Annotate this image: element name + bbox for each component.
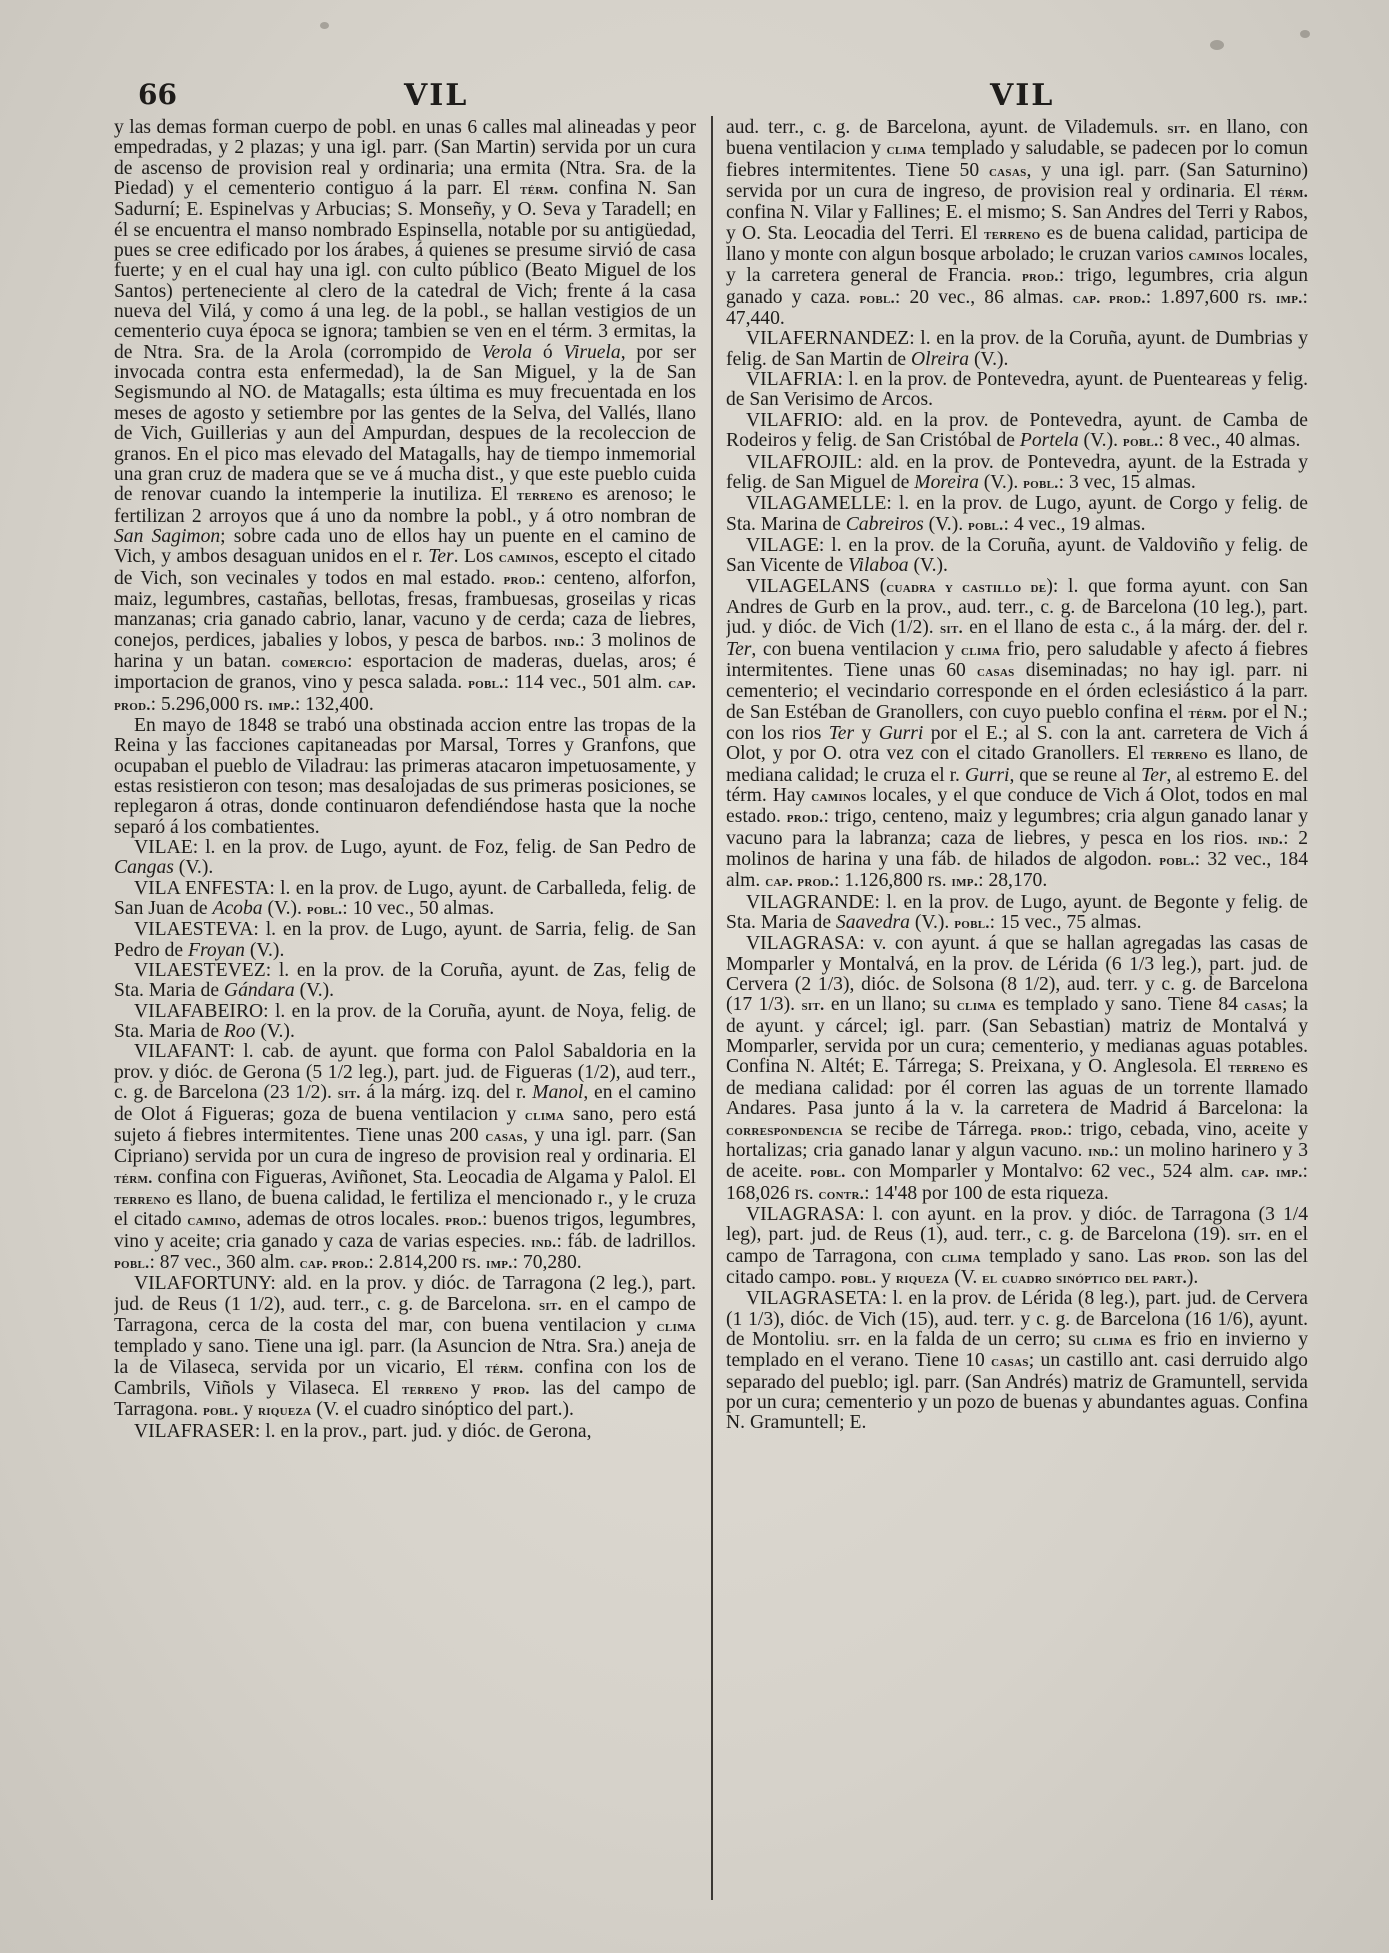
entry-text: : 3 vec, 15 almas. [1058,471,1196,493]
place-name: Acoba [212,898,263,920]
entry-headword: VILAFRIA [746,369,838,391]
entry-text: frio, pero saludable y afecto á fiebres intermitentes. Tiene unas 60 [726,638,1308,681]
entry-text: : trigo, cebada, vino, aceite y hortalizas; cria ganado lanar y algun vacuno. [726,1118,1308,1161]
abbreviation: ind. [1088,1142,1114,1160]
entry-text: , al estremo E. del térm. Hay [726,764,1308,806]
entry-text: : l. en la prov. de Lugo, ayunt. de Corgo y felig. de Sta. Marina de [726,493,1308,535]
entry-headword: VILAGE [746,534,819,556]
abbreviation: imp. [951,873,979,891]
abbreviation: prod. [1022,268,1059,286]
running-head-left: VIL [404,78,469,113]
entry-text: , escepto el citado de Vich, son vecinales y todos en mal estado. [114,546,696,589]
entry-text: á la márg. izq. del r. [360,1082,533,1104]
place-name: Ter [428,546,454,568]
entry-text: ): l. que forma ayunt. con San Andres de Gurb en la prov., aud. terr., c. g. de Barcelona (10 leg.), part. jud. y dióc. de Vich (1/2). [726,575,1308,639]
entry-text: templado y saludable, se padecen por lo comun fiebres intermitentes. Tiene 50 [726,138,1308,181]
entry-text: es llano, de buena calidad, le fertiliza el mencionado r., y le cruza el citado [114,1187,696,1231]
entry-headword: VILAGRASA [746,933,860,955]
entry-text: : 1.126,800 rs. [833,870,952,892]
entry-text: confina N. San Sadurní; E. Espinelvas y Arbucias; S. Monseñy, y O. Seva y Taradell; en él se encuentra el manso nombrado Espinsella, notable por su antigüedad, pues se cree edificado por los árabes, á quienes se presume sirvió de casa fuerte; y en el cual hay una igl. con culto público (Beato Miguel de los Santos) perteneciente al clero de la catedral de Vich; frente á la casa nueva del Vilá, y como á una leg. de la pobl., se hallan vestigios de un cementerio cuya época se ignora; tambien se ven en el térm. 3 ermitas, la de Ntra. Sra. de la Arola (corrompido de [114,178,696,363]
abbreviation: clima [956,997,997,1015]
entry-text: : ald. en la prov. de Pontevedra, ayunt. de la Estrada y felig. de San Miguel de [726,451,1308,493]
abbreviation: casas [485,1127,523,1145]
entry-paragraph [114,118,696,716]
dictionary-entry [726,893,1308,935]
place-name: Vilaboa [847,555,909,577]
entry-text: (V.). [969,348,1009,370]
entry-text: : l. en la prov., part. jud. y dióc. de Gerona, [254,1420,592,1442]
entry-text: : l. en la prov. de Lugo, ayunt. de Sarria, felig. de San Pedro de [114,919,696,961]
abbreviation: térm. [484,1359,524,1377]
entry-text: (V.). [294,980,335,1002]
abbreviation: cap. prod. [765,873,834,891]
abbreviation: clima [1093,1331,1133,1349]
entry-text: en la falda de un cerro; su [860,1328,1094,1350]
place-name: Gurri [878,722,924,744]
entry-text: (V.). [255,1021,295,1043]
entry-text: : 132,400. [294,693,374,715]
entry-text: en el campo de Tarragona, con [726,1224,1308,1267]
entry-text: : centeno, alforfon, maiz, legumbres, castañas, bellotas, fresas, frambuesas, groseilas y ricas manzanas; cria ganado cabrio, lanar, vacuno y de cerda; caza de liebres, conejos, perdices, jabalies y lobos, y pesca de barbos. [114,567,696,651]
entry-text: confina con Figueras, Aviñonet, Sta. Leocadia de Algama y Palol. El [152,1166,696,1188]
abbreviation: caminos [1188,247,1244,265]
entry-text: (V. [949,1266,983,1288]
abbreviation: terreno [1151,746,1208,764]
entry-text: y las demas forman cuerpo de pobl. en unas 6 calles mal alineadas y peor empedradas, y 2 plazas; y una igl. parr. (San Martin) servida por un cura de ascenso de provision real y ordinaria; una ermita (Ntra. Sra. de la Piedad) y el cementerio contiguo á la parr. El [114,118,696,200]
abbreviation: clima [961,641,1001,659]
running-head-right: VIL [990,78,1055,113]
abbreviation: casas [988,162,1027,180]
dictionary-entry [114,1274,696,1421]
entry-text: ; un castillo ant. casi derruido algo separado del pueblo; igl. parr. (San Andrés) matriz de Gramuntell, servida por un cura; cementerio y un pozo de buenas y abundantes aguas. Confina N. Gramuntell; E. [726,1350,1308,1434]
entry-headword: VILAESTEVA [134,919,254,941]
abbreviation: casas [991,1353,1029,1371]
place-name: Manol [532,1082,584,1104]
dictionary-entry [114,838,696,879]
entry-text: confina N. Vilar y Fallines; E. el mismo; S. San Andres del Terri y Rabos, y O. Sta. Leocadia del Terri. El [726,202,1308,244]
entry-text: : v. con ayunt. á que se hallan agregadas las casas de Momparler y Montalvá, en la prov. de Lérida (6 1/3 leg.), part. jud. de Cervera (2 1/3), dióc. de Solsona (8 1/2), aud. terr. y c. g. de Barcelona (17 1/3). [726,933,1308,1016]
abbreviation: terreno [516,487,574,505]
entry-headword: VILAFORTUNY [134,1273,271,1295]
entry-text: : 70,280. [512,1251,582,1273]
entry-text: (V.). [978,471,1024,493]
entry-text: : l. cab. de ayunt. que forma con Palol Sabaldoria en la prov. y dióc. de Gerona (5 1/2 leg.), part. jud. de Figueras (1/2), aud terr., c. g. de Barcelona (23 1/2). [114,1041,696,1104]
entry-text: : trigo, legumbres, cria algun ganado y caza. [726,265,1308,308]
abbreviation: comercio [281,653,347,671]
place-name: Cabreiros [845,513,924,535]
abbreviation: terreno [1228,1059,1285,1077]
entry-headword: VILAFRIO [746,409,838,431]
entry-text: En mayo de 1848 se trabó una obstinada accion entre las tropas de la Reina y las facciones capitaneadas por Marsal, Torres y Granfons, que ocupaban el pueblo de Viladrau: las primeras atacaron impetuosamente, y estas resistieron con teson; mas desalojadas de sus primeras posiciones, se replegaron á otras, donde continuaron defendiéndose hasta que la noche separó á los combatientes. [114,714,696,838]
abbreviation: cap. imp. [1241,1164,1303,1182]
entry-text: (V.). [909,912,955,934]
entry-headword: VILAGELANS [746,575,871,597]
entry-text: las del campo de Tarragona. [114,1377,696,1421]
entry-text: : ald. en la prov. y dióc. de Tarragona (2 leg.), part. jud. de Reus (1 1/2), aud. terr., c. g. de Barcelona. [114,1273,696,1315]
entry-text: : 1.897,600 rs. [1145,286,1276,308]
abbreviation: clima [656,1317,696,1335]
entry-text: ( [870,575,887,597]
entry-text: (V.). [923,513,969,535]
entry-text: : fáb. de ladrillos. [556,1230,696,1252]
dictionary-entry [726,494,1308,536]
entry-text: : 2.814,200 rs. [368,1251,486,1273]
entry-text: : 20 vec., 86 almas. [894,286,1073,308]
place-name: Verola [481,341,533,363]
abbreviation: casas [976,662,1015,680]
entry-text: : 15 vec., 75 almas. [989,912,1142,934]
entry-headword: VILAFRASER [134,1420,255,1442]
abbreviation: clima [941,1248,981,1266]
entry-text: ó [532,341,564,363]
entry-text: por el N.; con los rios [726,701,1308,744]
entry-text: : 5.296,000 rs. [150,693,269,715]
abbreviation: prod. [493,1380,530,1398]
entry-headword: VILAESTEVEZ [134,960,266,982]
abbreviation: pobl. [859,289,895,307]
entry-text: , con buena ventilacion y [751,638,962,660]
entry-text: : 3 molinos de harina y un batan. [114,629,696,672]
entry-text: diseminadas; no hay igl. parr. ni cementerio; el vecindario corresponde en el órden eclesiástico á la parr. de San Estéban de Granollers, con cuyo pueblo confina el [726,659,1308,723]
entry-text: en un llano; su [824,994,957,1016]
entry-text: es de buena calidad, participa de llano y monte con algun bosque arbolado; le cruzan varios [726,222,1308,266]
entry-headword: VILAFABEIRO [134,1000,264,1022]
abbreviation: clima [886,141,926,159]
entry-text: (V.). [908,555,948,577]
entry-text: , por ser invocada contra esta enfermedad), la de San Miguel, y la de San Segismundo al NO. de Matagalls; esta última es muy frecuentada en los meses de agosto y setiembre por las gentes de la Selva, del Vallés, llano de Vich, Guillerias y aun del Ampurdan, despues de la recoleccion de granos. En el pico mas elevado del Matagalls, hay de tiempo inmemorial una gran cruz de madera que se ve á mucha dist., y que este pueblo cuida de renovar cuando la intemperie la inutiliza. El [114,341,696,506]
abbreviation: correspondencia [726,1121,843,1139]
entry-text: y [458,1377,494,1399]
entry-text: ; sobre cada uno de ellos hay un puente en el camino de Vich, y ambos desaguan unidos en el r. [114,525,696,568]
entry-text: en llano, con buena ventilacion y [726,118,1308,160]
entry-text: : 32 vec., 184 alm. [726,849,1308,892]
entry-text: (V. el cuadro sinóptico del part.). [311,1399,574,1421]
abbreviation: pobl. [468,675,504,693]
abbreviation: pobl. [1122,433,1159,451]
place-name: Gándara [223,980,295,1002]
entry-text: . Los [453,546,499,568]
place-name: Olreira [911,348,970,370]
entry-text: : buenos trigos, legumbres, vino y aceite; cria ganado y caza de varias especies. [114,1209,696,1252]
right-column [726,118,1308,1924]
entry-text: con Momparler y Montalvo: 62 vec., 524 alm. [845,1161,1242,1183]
abbreviation: prod. [1173,1248,1211,1266]
column-divider [711,116,713,1900]
abbreviation: clima [524,1106,565,1124]
entry-text: : l. en la prov. de la Coruña, ayunt. de Dumbrias y felig. de San Martin de [726,328,1308,370]
abbreviation: cap. prod. [114,675,696,714]
place-name: Saavedra [835,912,910,934]
entry-text: : l. en la prov. de Lugo, ayunt. de Carballeda, felig. de San Juan de [114,877,696,920]
entry-headword: VILAFANT [134,1041,230,1063]
abbreviation: caminos [498,549,555,567]
entry-text: son las del citado campo. [726,1245,1308,1288]
entry-text: , y una igl. parr. (San Cipriano) servida por un cura de ingreso de provision real y ordinaria. El [114,1124,696,1168]
abbreviation: prod. [786,809,824,827]
abbreviation: terreno [983,225,1041,243]
place-name: San Sagimon [114,525,221,547]
abbreviation: pobl. [954,915,990,933]
place-name: Cangas [114,857,174,879]
abbreviation: sit. [1167,120,1191,137]
entry-text: : 4 vec., 19 almas. [1003,513,1146,535]
entry-paragraph [114,716,696,838]
entry-text: : un molino harinero y 3 de aceite. [726,1139,1308,1183]
entry-headword: VILAGRASETA [746,1288,882,1310]
dictionary-entry [726,329,1308,370]
abbreviation: cap. prod. [299,1254,369,1272]
entry-text: en el llano de esta c., á la márg. der. del r. [962,617,1308,639]
entry-text: , en el camino de Olot á Figueras; goza de buena ventilacion y [114,1082,696,1125]
abbreviation: pobl. [306,901,343,919]
abbreviation: prod. [1030,1121,1067,1139]
abbreviation: imp. [1275,289,1303,307]
entry-text: aud. terr., c. g. de Barcelona, ayunt. de Vilademuls. [726,118,1168,138]
abbreviation: pobl. [968,516,1004,534]
abbreviation: sit. [939,620,963,638]
place-name: Roo [223,1021,256,1043]
entry-text: : 2 molinos de harina y una fáb. de hilados de algodon. [726,827,1308,871]
abbreviation: camino [187,1212,237,1230]
abbreviation: sit. [801,997,825,1015]
entry-text: locales, y el que conduce de Vich á Olot, todos en mal estado. [726,785,1308,828]
dictionary-entry [114,961,696,1002]
place-name: Ter [726,638,752,660]
entry-text: : l. en la prov. de Lugo, ayunt. de Foz, felig. de San Pedro de [192,837,696,859]
abbreviation: cap. prod. [1072,289,1146,307]
entry-text: : 114 vec., 501 alm. [503,672,669,694]
place-name: Ter [828,722,855,744]
place-name: Viruela [563,341,621,363]
entry-text: : l. en la prov. de Lérida (8 leg.), part. jud. de Cervera (1 1/3), dióc. de Vich (15), aud. terr. y c. g. de Barcelona (16 1/6), ayunt. de Montoliu. [726,1288,1308,1350]
page-number: 66 [138,78,177,111]
dictionary-entry [114,1002,696,1043]
entry-text: por el E.; al S. con la ant. carretera de Vich á Olot, y por O. otra vez con el citado Granollers. El [726,722,1308,765]
dictionary-entry [726,1289,1308,1433]
abbreviation: térm. [114,1169,153,1187]
entry-headword: VILAGRASA [746,1203,860,1225]
entry-text: : 168,026 rs. [726,1161,1308,1204]
abbreviation: imp. [268,696,295,714]
entry-text: templado y sano. Tiene una igl. parr. (la Asuncion de Ntra. Sra.) aneja de la de Vilaseca, servida por un vicario, El [114,1336,696,1378]
entry-text: (V.). [173,857,214,879]
dictionary-entry [114,1422,696,1442]
entry-text: templado y sano. Las [980,1245,1174,1267]
abbreviation: pobl. [1159,852,1195,870]
entry-text: confina con los de Cambrils, Viñols y Vilaseca. El [114,1356,696,1399]
entry-text: : esportacion de maderas, duelas, aros; é importacion de granos, vino y pesca salada. [114,650,696,694]
entry-headword: VILAFERNANDEZ [746,328,910,350]
abbreviation: terreno [401,1380,459,1398]
place-name: Portela [1019,430,1079,452]
entry-text: : l. en la prov. de la Coruña, ayunt. de Noya, felig. de Sta. Maria de [114,1000,696,1043]
entry-text: es arenoso; le fertilizan 2 arroyos que á uno da nombre la pobl., y á otro nombran de [114,484,696,527]
entry-text: sano, pero está sujeto á fiebres intermitentes. Tiene unas 200 [114,1103,696,1146]
entry-text: ). [1186,1266,1199,1288]
entry-text: : 10 vec., 50 almas. [342,898,495,920]
place-name: Gurri [964,764,1010,786]
entry-headword: VILAE [134,837,193,859]
abbreviation: pobl. [202,1402,239,1420]
entry-headword: VILAFROJIL [746,451,858,473]
entry-text: , que se reune al [1009,764,1142,786]
abbreviation: el cuadro sinóptico del part. [982,1269,1187,1287]
abbreviation: casas [1244,997,1282,1015]
abbreviation: riqueza [895,1269,950,1287]
abbreviation: sit. [337,1085,361,1103]
entry-text: : 8 vec., 40 almas. [1158,430,1301,452]
entry-headword: VILA ENFESTA [134,877,270,899]
dictionary-entry [114,920,696,961]
place-name: Froyan [188,939,245,961]
dictionary-entry [114,879,696,921]
abbreviation: sit. [1238,1227,1262,1245]
abbreviation: prod. [503,570,541,588]
abbreviation: prod. [445,1212,482,1230]
abbreviation: térm. [1188,704,1228,722]
abbreviation: pobl. [810,1164,846,1182]
abbreviation: térm. [1269,184,1308,202]
abbreviation: riqueza [257,1402,312,1420]
entry-text: : 14'48 por 100 de esta riqueza. [864,1182,1109,1204]
entry-text: : l. en la prov. de Pontevedra, ayunt. de Puenteareas y felig. de San Verisimo de Arcos. [726,369,1308,411]
place-name: Moreira [914,471,979,493]
entry-text: ; la de ayunt. y cárcel; igl. parr. (San Sebastian) matriz de Montalvá y Momparler, servida por un cura; cementerio, y medianas aguas potables. Confina N. Altét; E. Tárrega; S. Preixana, y O. Anglesola. El [726,994,1308,1078]
entry-text: : l. en la prov. de Lugo, ayunt. de Begonte y felig. de Sta. Maria de [726,891,1308,934]
entry-text: se recibe de Tárrega. [842,1118,1031,1140]
entry-text: : trigo, centeno, maiz y legumbres; cria algun ganado lanar y vacuno para la labranza; caza de liebres, y pesca en los rios. [726,806,1308,849]
abbreviation: imp. [485,1254,513,1272]
entry-text: : 87 vec., 360 alm. [149,1251,300,1273]
entry-text: y [238,1399,258,1421]
abbreviation: ind. [554,632,580,650]
abbreviation: terreno [114,1190,171,1208]
dictionary-entry [726,577,1308,893]
entry-text: en el campo de Tarragona, cerca de la costa del mar, con buena ventilacion y [114,1293,696,1336]
dictionary-entry [726,453,1308,495]
abbreviation: sit. [837,1331,861,1349]
abbreviation: pobl. [114,1254,150,1272]
entry-text: (V.). [244,939,285,961]
abbreviation: caminos [811,788,867,805]
entry-text: , y una igl. parr. (San Saturnino) servida por un cura de ingreso, de provision real y ordinaria. El [726,159,1308,203]
abbreviation: pobl. [1023,474,1059,492]
abbreviation: contr. [818,1185,865,1203]
entry-headword: VILAGAMELLE [746,493,887,515]
dictionary-entry [726,536,1308,577]
ink-smudge [1210,40,1224,50]
entry-text: es llano, de mediana calidad; le cruza el r. [726,743,1308,786]
abbreviation: sit. [539,1296,562,1314]
abbreviation: ind. [1257,830,1284,848]
entry-text: : l. con ayunt. en la prov. y dióc. de Tarragona (3 1/4 leg), part. jud. de Reus (1), aud. terr., c. g. de Barcelona (19). [726,1203,1308,1246]
abbreviation: térm. [519,181,559,199]
dictionary-entry [114,1042,696,1274]
entry-text: y [854,722,879,744]
entry-text: (V.). [1078,430,1123,452]
entry-text: : l. en la prov. de la Coruña, ayunt. de Zas, felig de Sta. Maria de [114,960,696,1002]
entry-text: : l. en la prov. de la Coruña, ayunt. de Valdoviño y felig. de San Vicente de [726,534,1308,577]
abbreviation: pobl. [840,1269,877,1287]
entry-text: : 28,170. [978,870,1048,892]
dictionary-entry [726,411,1308,453]
dictionary-entry [726,370,1308,411]
entry-text: es templado y sano. Tiene 84 [996,994,1245,1016]
entry-text: locales, y la carretera general de Francia. [726,244,1308,287]
left-column [114,118,696,1924]
ink-smudge [320,22,329,29]
dictionary-entry [726,1205,1308,1289]
abbreviation: cuadra y castillo de [886,578,1047,596]
abbreviation: ind. [531,1233,557,1251]
page-header [112,78,1340,114]
entry-headword: VILAGRANDE [746,891,875,913]
ink-smudge [1300,30,1310,38]
dictionary-entry [726,934,1308,1204]
entry-text: , ademas de otros locales. [236,1209,446,1231]
entry-text: es de mediana calidad: por él corren las aguas de un torrente llamado Andares. Pasa junto á la v. la carretera de Madrid á Barcelona: la [726,1056,1308,1120]
entry-text: : ald. en la prov. de Pontevedra, ayunt. de Camba de Rodeiros y felig. de San Cristóbal de [726,409,1308,452]
place-name: Ter [1141,764,1167,786]
entry-text: es frio en invierno y templado en el verano. Tiene 10 [726,1328,1308,1372]
entry-text: (V.). [262,898,307,920]
entry-text: y [876,1266,896,1288]
entry-text: : 47,440. [726,286,1308,330]
entry-paragraph [726,118,1308,329]
